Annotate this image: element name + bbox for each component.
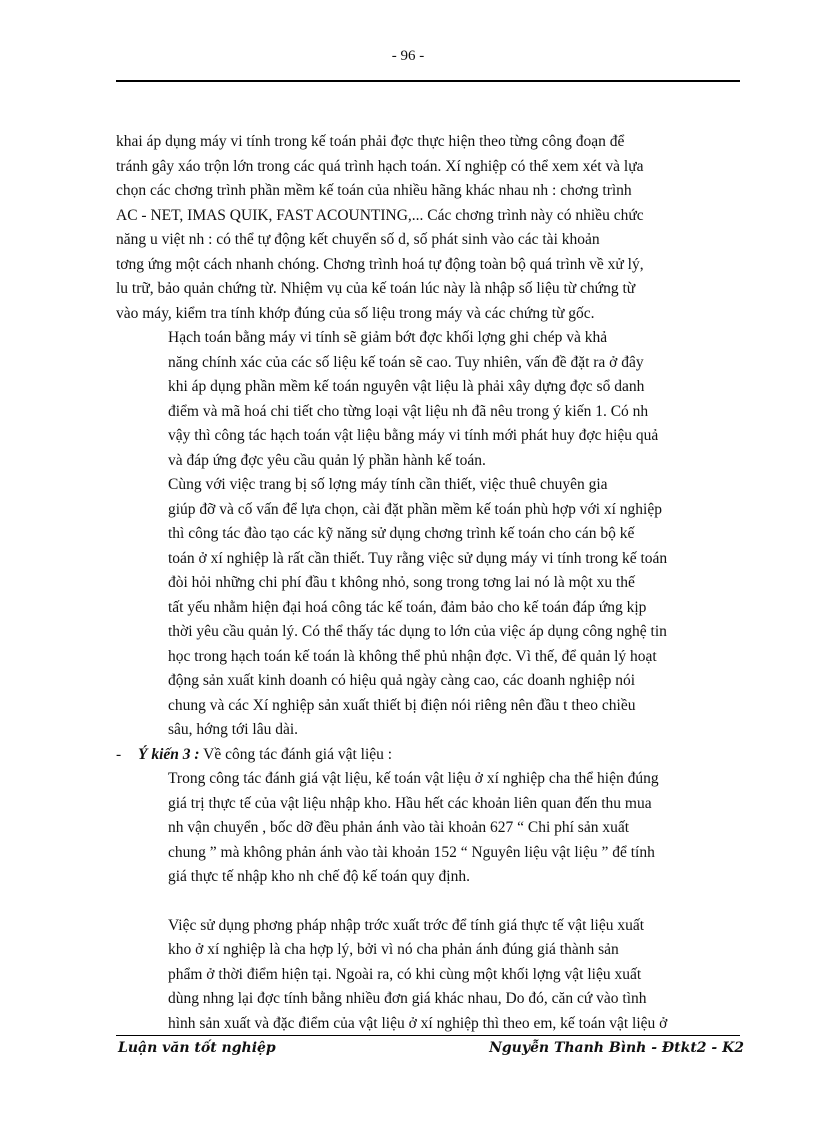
text-line: chung và các Xí nghiệp sản xuất thiết bị điện nói riêng nên đầu t theo chiều	[168, 696, 636, 714]
paragraph-2	[168, 326, 740, 473]
paragraph-1	[116, 130, 740, 326]
text-line: giúp đỡ và cố vấn để lựa chọn, cài đặt phần mềm kế toán phù hợp với xí nghiệp	[168, 500, 662, 518]
bullet-content	[116, 743, 740, 768]
text-line: kho ở xí nghiệp là cha hợp lý, bởi vì nó cha phản ánh đúng giá thành sản	[168, 941, 619, 958]
page-number: - 96 -	[391, 48, 425, 64]
text-line: giá thực tế nhập kho nh chế độ kế toán quy định.	[168, 868, 470, 885]
opinion-title: Ý kiến 3 :	[138, 745, 200, 763]
text-line: điểm và mã hoá chi tiết cho từng loại vật liệu nh đã nêu trong ý kiến 1. Có nh	[168, 402, 649, 420]
paragraph-3	[168, 473, 740, 743]
header-rule	[116, 80, 740, 82]
opinion-subject: Về công tác đánh giá vật liệu :	[199, 745, 393, 763]
paragraph-gap	[116, 890, 740, 914]
text-line: thời yêu cầu quản lý. Có thể thấy tác dụng to lớn của việc áp dụng công nghệ tin	[168, 623, 667, 640]
text-line: Cùng với việc trang bị số lợng máy tính cần thiết, việc thuê chuyên gia	[168, 476, 608, 493]
text-line: Việc sử dụng phơng pháp nhập trớc xuất trớc để tính giá thực tế vật liệu xuất	[168, 916, 645, 934]
text-line: nh vận chuyển , bốc dỡ đều phản ánh vào tài khoản 627 “ Chi phí sản xuất	[168, 819, 630, 836]
text-line: học trong hạch toán kế toán là không thể phủ nhận đợc. Vì thế, để quản lý hoạt	[168, 647, 657, 665]
text-line: tránh gây xáo trộn lớn trong các quá trình hạch toán. Xí nghiệp có thể xem xét và lựa	[116, 157, 644, 175]
footer-thesis-label: Luận văn tốt nghiệp	[118, 1040, 276, 1056]
text-line: giá trị thực tế của vật liệu nhập kho. Hầu hết các khoản liên quan đến thu mua	[168, 794, 652, 812]
text-line: phẩm ở thời điểm hiện tại. Ngoài ra, có khi cùng một khối lợng vật liệu xuất	[168, 965, 642, 983]
text-line: hình sản xuất và đặc điểm của vật liệu ở xí nghiệp thì theo em, kế toán vật liệu ở	[168, 1014, 668, 1032]
paragraph-5	[168, 914, 740, 1037]
text-line: năng chính xác của các số liệu kế toán sẽ cao. Tuy nhiên, vấn đề đặt ra ở đây	[168, 353, 644, 371]
text-line: toán ở xí nghiệp là rất cần thiết. Tuy rằng việc sử dụng máy vi tính trong kế toán	[168, 549, 668, 567]
text-line: Hạch toán bằng máy vi tính sẽ giảm bớt đợc khối lợng ghi chép và khả	[168, 329, 608, 346]
text-line: lu trữ, bảo quản chứng từ. Nhiệm vụ của kế toán lúc này là nhập số liệu từ chứng từ	[116, 280, 636, 297]
text-line: thì công tác đào tạo các kỹ năng sử dụng chơng trình kế toán cho cán bộ kế	[168, 525, 635, 542]
text-line: chung ” mà không phản ánh vào tài khoản 152 “ Nguyên liệu vật liệu ” để tính	[168, 843, 655, 861]
bullet-dash: -	[116, 745, 122, 763]
text-line: chọn các chơng trình phần mềm kế toán của nhiều hãng khác nhau nh : chơng trình	[116, 182, 632, 199]
text-line: vào máy, kiểm tra tính khớp đúng của số liệu trong máy và các chứng từ gốc.	[116, 304, 595, 322]
text-line: Trong công tác đánh giá vật liệu, kế toán vật liệu ở xí nghiệp cha thể hiện đúng	[168, 770, 659, 787]
footer-author: Nguyễn Thanh Bình - Đtkt2 - K2	[489, 1040, 744, 1056]
document-body	[116, 130, 740, 1036]
text-line: AC - NET, IMAS QUIK, FAST ACOUNTING,... Các chơng trình này có nhiều chức	[116, 206, 644, 224]
text-line: khai áp dụng máy vi tính trong kế toán phải đợc thực hiện theo từng công đoạn để	[116, 133, 625, 150]
text-line: sâu, hớng tới lâu dài.	[168, 721, 299, 738]
text-line: tất yếu nhằm hiện đại hoá công tác kế toán, đảm bảo cho kế toán đáp ứng kịp	[168, 598, 647, 616]
text-line: tơng ứng một cách nhanh chóng. Chơng trình hoá tự động toàn bộ quá trình về xử lý,	[116, 255, 644, 273]
text-line: đòi hỏi những chi phí đầu t không nhỏ, song trong tơng lai nó là một xu thế	[168, 574, 635, 591]
text-line: và đáp ứng đợc yêu cầu quản lý phần hành kế toán.	[168, 451, 486, 469]
text-line: dùng nhng lại đợc tính bằng nhiều đơn giá khác nhau, Do đó, căn cứ vào tình	[168, 990, 647, 1007]
text-line: động sản xuất kinh doanh có hiệu quả ngày càng cao, các doanh nghiệp nói	[168, 672, 636, 689]
footer-rule	[116, 1035, 740, 1036]
text-line: khi áp dụng phần mềm kế toán nguyên vật liệu là phải xây dựng đợc sổ danh	[168, 378, 645, 395]
text-line: năng u việt nh : có thể tự động kết chuyển số d, số phát sinh vào các tài khoản	[116, 231, 600, 248]
bullet-heading	[116, 743, 740, 768]
text-line: vậy thì công tác hạch toán vật liệu bằng máy vi tính mới phát huy đợc hiệu quả	[168, 427, 659, 444]
paragraph-4	[168, 767, 740, 890]
